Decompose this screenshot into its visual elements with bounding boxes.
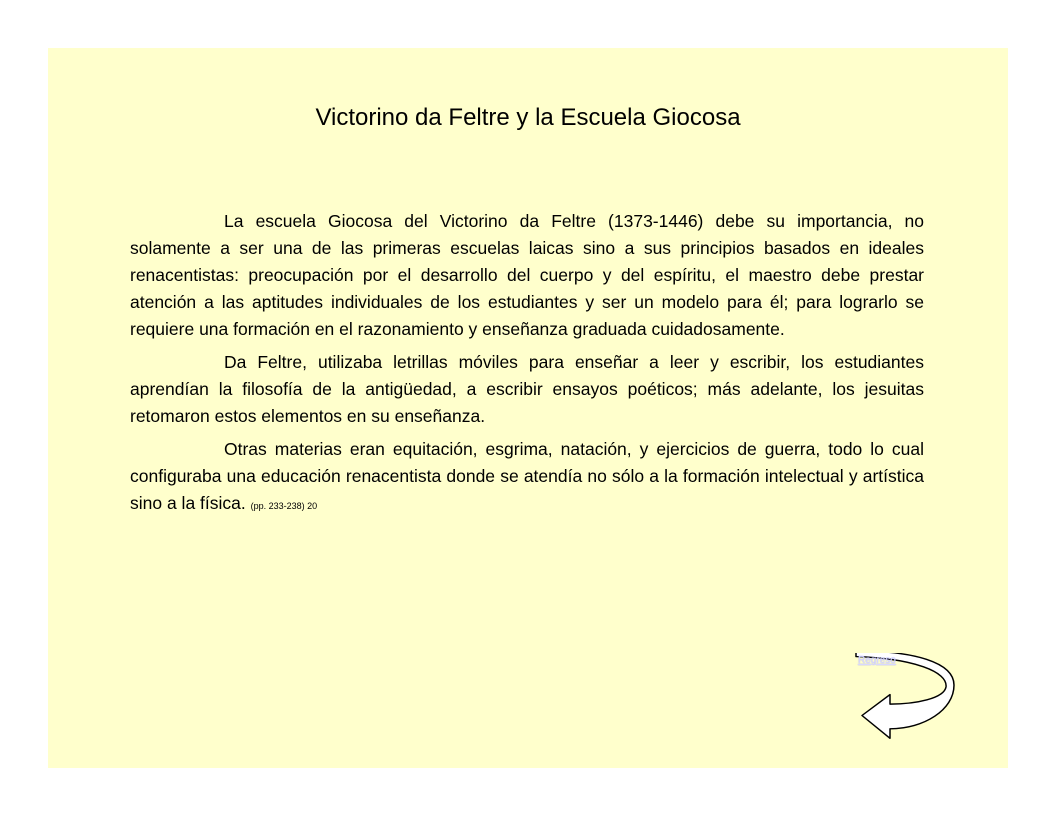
paragraph [130,436,924,517]
paragraph-text: Otras materias eran equitación, esgrima, natación, y ejercicios de guerra, todo lo cual configuraba una educación renacentista donde se atendía no sólo a la formación intelectual y artística sino a la física. [130,439,924,513]
slide-title: Victorino da Feltre y la Escuela Giocosa [315,104,741,131]
paragraph: La escuela Giocosa del Victorino da Feltre (1373-1446) debe su importancia, no solamente a ser una de las primeras escuelas laicas sino a sus principios basados en ideales renacentistas: preocupación por el desarrollo del cuerpo y del espíritu, el maestro debe prestar atención a las aptitudes individuales de los estudiantes y ser un modelo para él; para lograrlo se requiere una formación en el razonamiento y enseñanza graduada cuidadosamente. [130,211,924,339]
back-link-label[interactable]: Regreso [858,655,896,666]
back-arrow-icon[interactable] [854,653,964,743]
slide-body [130,208,924,523]
citation: (pp. 233-238) 20 [250,501,318,511]
back-button[interactable] [854,653,964,743]
slide [48,48,1008,768]
paragraph: Da Feltre, utilizaba letrillas móviles para enseñar a leer y escribir, los estudiantes aprendían la filosofía de la antigüedad, a escribir ensayos poéticos; más adelante, los jesuitas retomaron estos elementos en su enseñanza. [130,352,924,426]
